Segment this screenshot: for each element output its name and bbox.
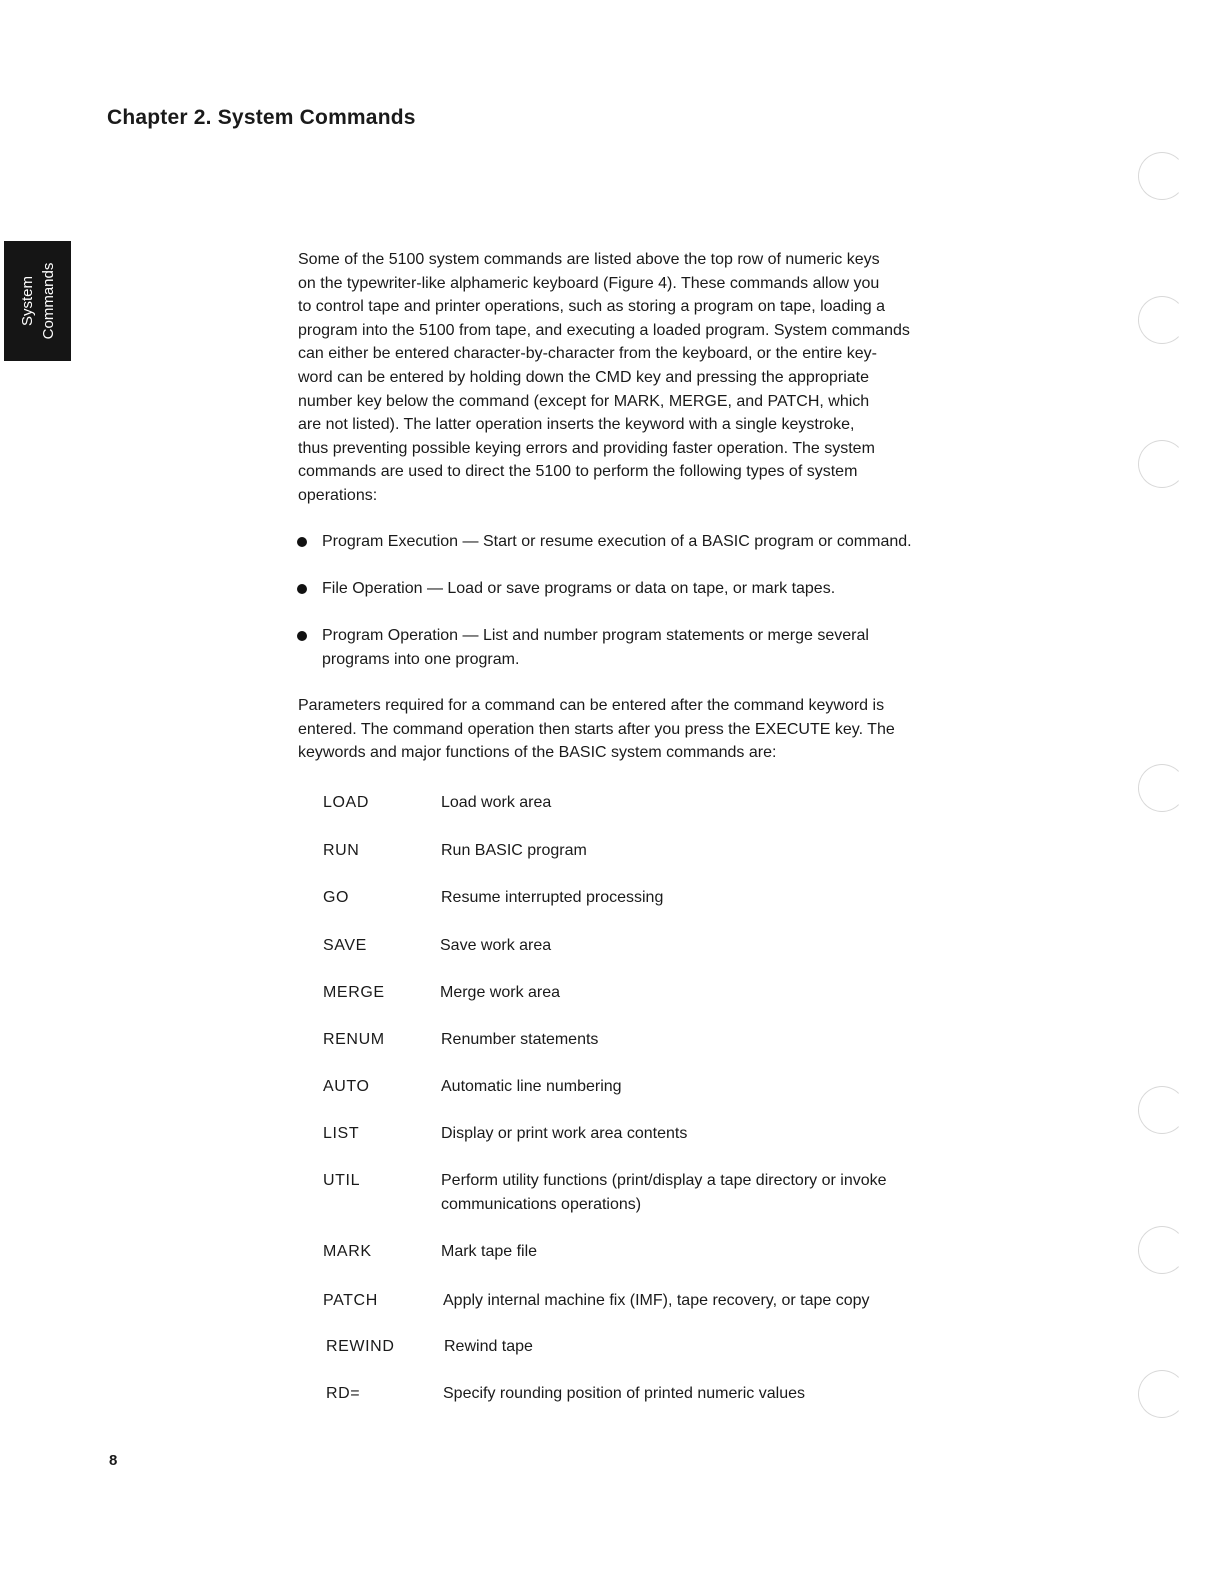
- command-description: Automatic line numbering: [441, 1078, 622, 1095]
- command-description: Specify rounding position of printed numeric values: [443, 1385, 805, 1402]
- list-item-text: File Operation — Load or save programs or data on tape, or mark tapes.: [322, 580, 836, 597]
- list-item-text: Program Operation — List and number program statements or merge several programs into one program.: [322, 627, 869, 668]
- page-number: 8: [109, 1452, 118, 1469]
- command-keyword: RENUM: [323, 1031, 385, 1048]
- binder-hole-mark: [1138, 296, 1186, 344]
- bullet-icon: [297, 537, 307, 547]
- command-description: Merge work area: [440, 984, 561, 1001]
- command-description: Rewind tape: [444, 1338, 533, 1355]
- command-description: Save work area: [440, 937, 552, 954]
- command-description: Load work area: [441, 794, 552, 811]
- command-keyword: UTIL: [323, 1172, 361, 1189]
- parameters-paragraph: Parameters required for a command can be entered after the command keyword is entered. The command operation then starts after you press the EXECUTE key. The keywords and major functions of the BASIC system commands are:: [298, 697, 895, 762]
- command-keyword: MARK: [323, 1243, 372, 1260]
- command-keyword: SAVE: [323, 937, 367, 954]
- section-tab-label: [17, 263, 59, 340]
- command-keyword: AUTO: [323, 1078, 370, 1095]
- command-description: Run BASIC program: [441, 842, 587, 859]
- chapter-title: Chapter 2. System Commands: [107, 106, 416, 129]
- binder-hole-mark: [1138, 764, 1186, 812]
- command-keyword: LIST: [323, 1125, 360, 1142]
- command-keyword: RD=: [326, 1385, 361, 1402]
- binder-hole-mark: [1138, 1226, 1186, 1274]
- section-tab: [4, 241, 71, 361]
- bullet-icon: [297, 584, 307, 594]
- section-tab-line-2: Commands: [39, 262, 57, 340]
- command-keyword: LOAD: [323, 794, 369, 811]
- command-description: Display or print work area contents: [441, 1125, 688, 1142]
- command-keyword: GO: [323, 889, 350, 906]
- binder-hole-mark: [1138, 152, 1186, 200]
- command-keyword: RUN: [323, 842, 360, 859]
- intro-paragraph: Some of the 5100 system commands are listed above the top row of numeric keys on the typewriter-like alphameric keyboard (Figure 4). These commands allow you to control tape and printer operations, such as storing a program on tape, loading a program into the 5100 from tape, and executing a loaded program. System commands can either be entered character-by-character from the keyboard, or the entire key- word can be entered by holding down the CMD key and pressing the appropriate number key below the command (except for MARK, MERGE, and PATCH, which are not listed). The latter operation inserts the keyword with a single keystroke, thus preventing possible keying errors and providing faster operation. The system commands are used to direct the 5100 to perform the following types of system operations:: [298, 251, 910, 504]
- binder-hole-mark: [1138, 1370, 1186, 1418]
- command-keyword: PATCH: [323, 1292, 378, 1309]
- command-description: Renumber statements: [441, 1031, 599, 1048]
- command-description: Perform utility functions (print/display a tape directory or invoke communications operations): [441, 1172, 887, 1213]
- list-item-text: Program Execution — Start or resume execution of a BASIC program or command.: [322, 533, 912, 550]
- section-tab-line-1: System: [18, 275, 36, 327]
- command-description: Resume interrupted processing: [441, 889, 664, 906]
- binder-hole-mark: [1138, 440, 1186, 488]
- command-description: Apply internal machine fix (IMF), tape recovery, or tape copy: [443, 1292, 870, 1309]
- command-description: Mark tape file: [441, 1243, 538, 1260]
- binder-hole-mark: [1138, 1086, 1186, 1134]
- bullet-icon: [297, 631, 307, 641]
- command-keyword: MERGE: [323, 984, 385, 1001]
- command-keyword: REWIND: [326, 1338, 395, 1355]
